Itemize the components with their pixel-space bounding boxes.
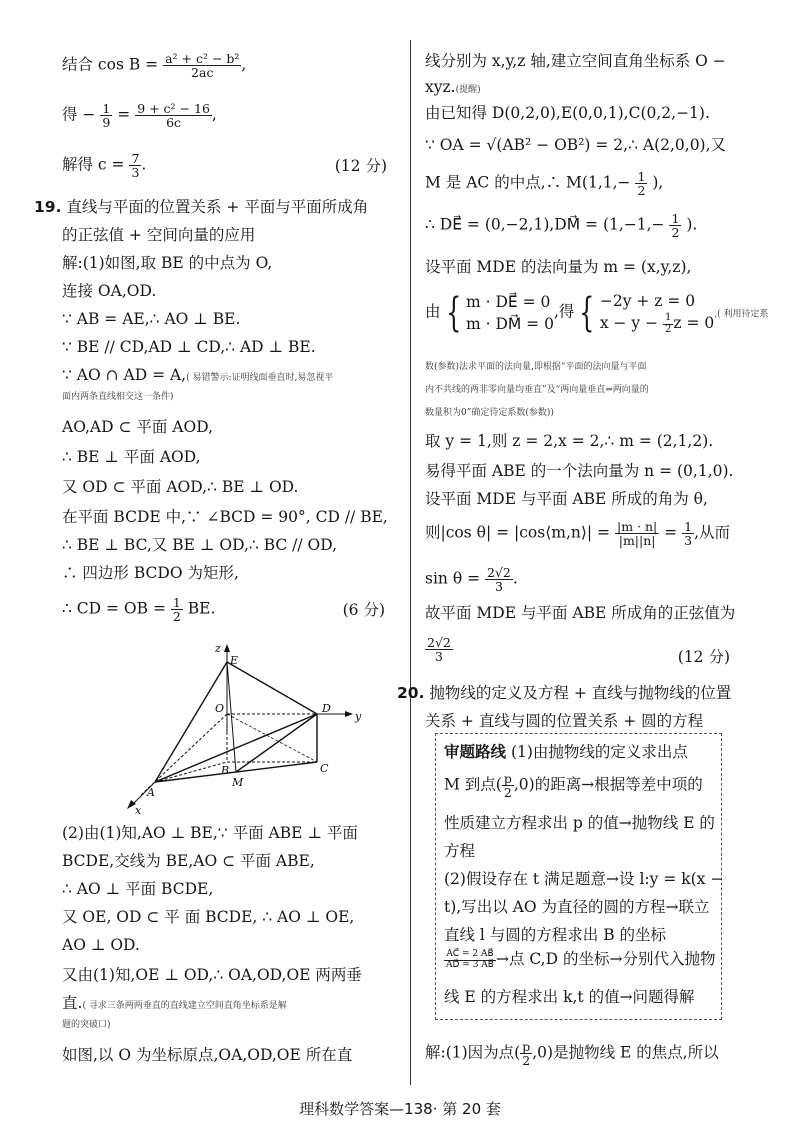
text: 关系 + 直线与圆的位置关系 + 圆的方程 [425, 712, 704, 730]
text: ∴ AO ⊥ 平面 BCDE, [62, 880, 214, 898]
brace: { [579, 289, 595, 336]
text: ,得 [553, 302, 575, 321]
text: 解得 c = [62, 155, 125, 174]
fraction [171, 596, 183, 623]
text: 由已知得 D(0,2,0),E(0,0,1),C(0,2,−1). [425, 104, 710, 122]
frac-den: 3 [684, 533, 693, 549]
text: 结合 cos B = [62, 55, 159, 74]
text: 解:(1)因为点( [425, 1043, 521, 1062]
text: sin θ = [425, 569, 481, 588]
equation-line [62, 596, 215, 623]
text: 易得平面 ABE 的一个法向量为 n = (0,1,0). [425, 462, 734, 480]
solution-line: 解得 c = $\frac{7}{3}$ . [62, 151, 147, 181]
frac-num: p [503, 771, 512, 786]
frac-den: 2 [665, 323, 672, 335]
frac-den: 2 [671, 225, 680, 241]
fraction [635, 170, 647, 197]
text: 又 OE, OD ⊂ 平 面 BCDE, ∴ AO ⊥ OE, [62, 908, 355, 926]
edge-EA [155, 662, 230, 782]
frac-den: 6c [166, 115, 182, 131]
label-C: C [320, 762, 329, 775]
question-20-title [397, 684, 731, 703]
fraction [425, 636, 453, 663]
fraction [485, 566, 513, 593]
note: ( 寻求三条两两垂直的直线建立空间直角坐标系是解 [82, 1001, 287, 1011]
label-D: D [322, 702, 331, 715]
text: ). [686, 215, 698, 234]
text: 设平面 MDE 与平面 ABE 所成的角为 θ, [425, 490, 708, 508]
equation-line [425, 566, 518, 593]
frac-num: 1 [684, 519, 693, 534]
frac-den: 2 [522, 1053, 531, 1069]
question-number: 19. [34, 198, 62, 216]
label-B: B [221, 764, 230, 777]
cosine-line: 结合 cos B = $\frac{\text{a² + c² − b²}}{2ac}$ , [62, 51, 247, 81]
text: 得 − [62, 105, 96, 124]
system [466, 291, 554, 335]
text: 连接 OA,OD. [62, 282, 157, 300]
text: 抛物线的定义及方程 + 直线与抛物线的位置 [429, 684, 732, 702]
frac-num: 1 [637, 169, 646, 184]
text: ,0)的距离→根据等差中项的 [513, 775, 703, 794]
frac-den: 2 [172, 609, 181, 625]
frac-num: 2√2 [487, 565, 511, 580]
text: 由 [425, 302, 441, 321]
frac-num: 2√2 [427, 635, 451, 650]
text: 性质建立方程求出 p 的值→抛物线 E 的 [444, 814, 715, 832]
fraction [129, 152, 141, 179]
equation-line [425, 636, 453, 663]
frac-den: 3 [494, 579, 503, 595]
text: M 是 AC 的中点,∴ M(1,1,− [425, 173, 631, 192]
question-number: 20. [397, 684, 425, 702]
box-line [444, 742, 688, 762]
text: 线分别为 x,y,z 轴,建立空间直角坐标系 O − [425, 52, 726, 70]
text: (1)由抛物线的定义求出点 [510, 743, 688, 761]
brace: { [445, 289, 461, 336]
frac-den: |m||n| [618, 533, 656, 549]
text: 方程 [444, 842, 476, 860]
left-column [34, 0, 397, 1090]
cond-bottom: AD⃗ = 3 AB⃗ [446, 959, 494, 970]
text: ∵ BE // CD,AD ⊥ CD,∴ AD ⊥ BE. [62, 338, 316, 356]
system [600, 290, 714, 335]
frac-num: |m · n| [616, 519, 658, 534]
text-with-note [62, 994, 287, 1013]
text: = [664, 523, 678, 542]
text: ,0)是抛物线 E 的焦点,所以 [532, 1043, 719, 1062]
box-title: 审题路线 [444, 742, 507, 761]
frac-num: 1 [671, 211, 680, 226]
text: 则|cos θ| = |cos⟨m,n⟩| = [425, 523, 611, 542]
frac-num: a² + c² − b² [165, 51, 240, 66]
fraction [100, 102, 112, 129]
frac-den: 2ac [191, 65, 214, 81]
score: (6 分) [342, 601, 385, 619]
label-A: A [147, 786, 155, 799]
text: ∴ CD = OB = [62, 599, 166, 618]
text: 直线 l 与圆的方程求出 B 的坐标 [444, 926, 667, 944]
text: 的正弦值 + 空间向量的应用 [62, 226, 256, 244]
fraction [615, 520, 659, 547]
note: (提醒) [455, 85, 481, 95]
note: ,( 利用待定系 [714, 309, 769, 320]
note: 内不共线的两非零向量均垂直”及“两向量垂直⇔两向量的 [425, 385, 649, 395]
text: ∴ BE ⊥ BC,又 BE ⊥ OD,∴ BC // OD, [62, 536, 338, 554]
text-with-note [425, 78, 481, 97]
text: ∴ DE⃗ = (0,−2,1),DM⃗ = (1,−1,− [425, 215, 665, 234]
analysis-box [435, 733, 722, 1020]
text: . [512, 569, 518, 588]
equation-line [425, 520, 730, 547]
frac-num: 9 + c² − 16 [137, 101, 210, 116]
note: 数量积为0”确定待定系数(参数)) [425, 408, 554, 418]
score: (12 分) [677, 648, 730, 666]
text: (2)由(1)知,AO ⊥ BE,∵ 平面 ABE ⊥ 平面 [62, 824, 358, 842]
text: t),写出以 AO 为直径的圆的方程→联立 [444, 898, 710, 916]
edge-ED [227, 662, 317, 714]
note: 面内两条直线相交这一条件) [62, 392, 174, 402]
text: M 到点( [444, 775, 502, 794]
text: AO ⊥ OD. [62, 936, 140, 954]
text: 取 y = 1,则 z = 2,x = 2,∴ m = (2,1,2). [425, 432, 714, 450]
frac-num: 7 [131, 151, 140, 166]
edge-EM [227, 662, 236, 772]
text: z = 0 [673, 314, 715, 332]
text: 设平面 MDE 的法向量为 m = (x,y,z), [425, 258, 692, 276]
frac-num: p [522, 1039, 531, 1054]
eq: −2y + z = 0 [599, 292, 696, 310]
frac-den: 2 [503, 785, 512, 801]
label-M: M [232, 776, 244, 789]
fraction [520, 1040, 532, 1067]
fraction [135, 102, 212, 129]
text: 直线与平面的位置关系 + 平面与平面所成角 [66, 198, 369, 216]
text: ∴ 四边形 BCDO 为矩形, [62, 564, 239, 582]
frac-den: 9 [102, 115, 111, 131]
eq: m · DE⃗ = 0 [465, 292, 551, 311]
label-z: z [215, 642, 221, 655]
frac-den: 2 [637, 183, 646, 199]
text: BCDE,交线为 BE,AO ⊂ 平面 ABE, [62, 852, 315, 870]
label-O: O [215, 702, 225, 715]
page-footer: 理科数学答案—138· 第 20 套 [299, 1100, 501, 1118]
fraction [163, 52, 241, 79]
solution-start-line [425, 1040, 719, 1067]
eq: m · DM⃗ = 0 [465, 314, 554, 333]
score: (12 分) [334, 157, 387, 175]
frac-num: 1 [172, 595, 181, 610]
text: 点 C,D 的坐标→分别代入抛物 [508, 950, 716, 968]
equation-line [425, 212, 697, 239]
fraction [502, 772, 514, 799]
edge-OC [227, 714, 317, 762]
label-E: E [230, 654, 239, 667]
text: ∵ AO ∩ AD = A, [62, 366, 187, 384]
label-x: x [135, 804, 142, 815]
equation-system-line [425, 290, 769, 335]
text: xyz. [425, 78, 456, 96]
text: 在平面 BCDE 中,∵ ∠BCD = 90°, CD // BE, [62, 508, 388, 526]
text: x − y − [599, 314, 659, 332]
cond-top: AC⃗ = 2 AB⃗ [444, 950, 496, 960]
text: ), [652, 173, 664, 192]
geometry-figure [117, 640, 367, 815]
text: 如图,以 O 为坐标原点,OA,OD,OE 所在直 [62, 1046, 353, 1064]
text: (2)假设存在 t 满足题意→设 l:y = k(x − [444, 870, 724, 888]
frac-num: 1 [665, 312, 672, 323]
z-arrow [224, 644, 230, 652]
text: ∴ BE ⊥ 平面 AOD, [62, 448, 201, 466]
column-divider [410, 40, 411, 1085]
text: BE. [187, 599, 216, 618]
frac-num: 1 [102, 101, 111, 116]
text: 线 E 的方程求出 k,t 的值→问题得解 [444, 988, 695, 1006]
equation-line [425, 170, 663, 197]
text-with-note [62, 366, 333, 385]
label-y: y [355, 710, 362, 723]
equation-line: 得 − $\frac{1}{9}$ = $\frac{\text{9 + c² − 16}}{6c}$ , [62, 101, 217, 131]
frac-den: 3 [434, 649, 443, 665]
fraction [682, 520, 694, 547]
fraction [663, 313, 673, 335]
text: 故平面 MDE 与平面 ABE 所成角的正弦值为 [425, 604, 736, 622]
eq [600, 312, 714, 335]
text: ∵ AB = AE,∴ AO ⊥ BE. [62, 310, 241, 328]
arrow-condition [444, 950, 496, 970]
note: 数(参数)法求平面的法向量,即根据“平面的法向量与平面 [425, 362, 647, 372]
note: 题的突破口) [62, 1020, 111, 1030]
y-arrow [345, 711, 353, 717]
text: ,从而 [694, 523, 730, 542]
frac-den: 3 [131, 165, 140, 181]
fraction [669, 212, 681, 239]
text: 解:(1)如图,取 BE 的中点为 O, [62, 254, 273, 272]
text: AO,AD ⊂ 平面 AOD, [62, 418, 214, 436]
box-line: $\frac{AC⃗ = 2 AB⃗}{AD⃗ = 3 AB⃗}$ →点 C,D 的坐标→分别代入抛物 [446, 949, 716, 970]
text: 又由(1)知,OE ⊥ OD,∴ OA,OD,OE 两两垂 [62, 966, 362, 984]
text: = [117, 105, 131, 124]
text: 又 OD ⊂ 平面 AOD,∴ BE ⊥ OD. [62, 478, 299, 496]
note: ( 易错警示:证明线面垂直时,易忽视平 [186, 373, 334, 383]
text: ∵ OA = √(AB² − OB²) = 2,∴ A(2,0,0),又 [425, 136, 727, 154]
text: 直. [62, 994, 83, 1012]
box-line [444, 772, 703, 799]
question-19-title [34, 198, 368, 217]
